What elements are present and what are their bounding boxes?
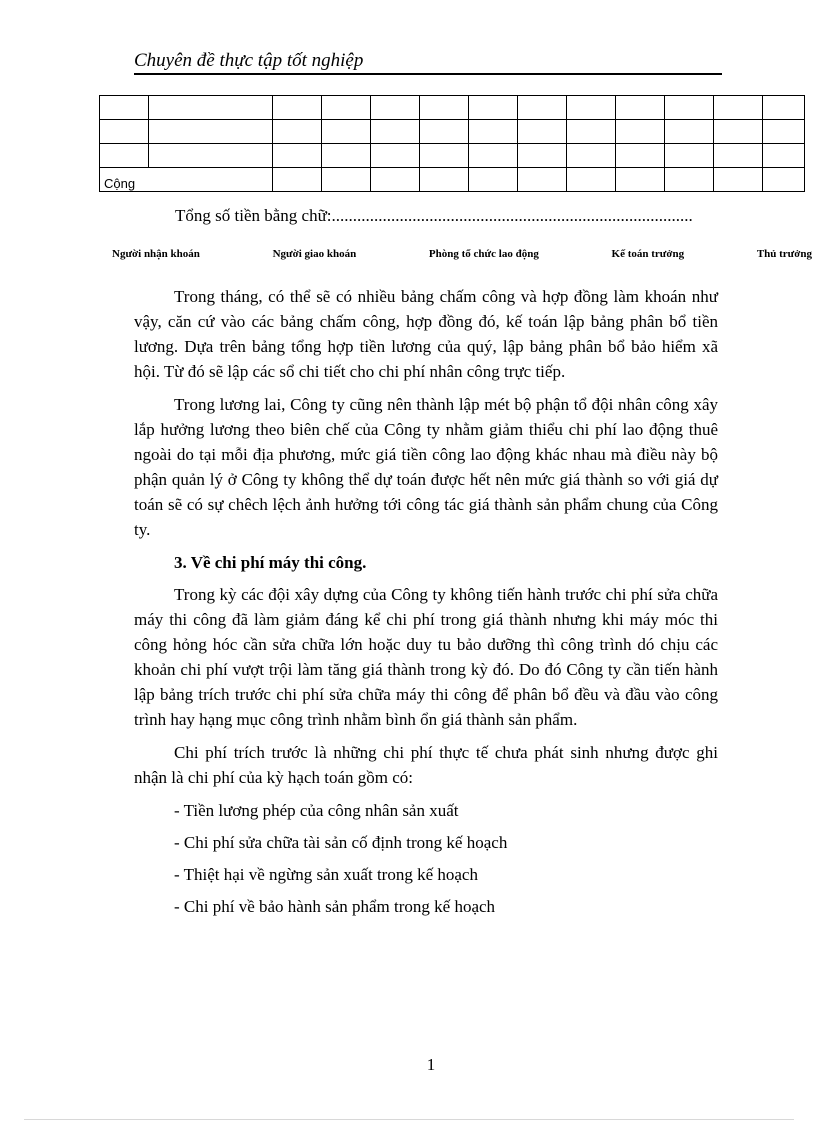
table-cell (616, 96, 665, 120)
table-cell (665, 96, 714, 120)
table-cell (518, 96, 567, 120)
table-cell (518, 168, 567, 192)
list-item: - Thiệt hại về ngừng sản xuất trong kế hoạch (174, 865, 478, 884)
table-cell (763, 144, 805, 168)
signature-director: Thủ trưởng (756, 248, 812, 260)
paragraph: Trong tháng, có thể sẽ có nhiều bảng chấm công và hợp đồng làm khoán như vậy, căn cứ vào các bảng chấm công, hợp đồng đó, kế toán lập bảng phân bổ tiền lương. Dựa trên bảng tổng hợp tiền lương của quý, lập bảng phân bổ bảo hiểm xã hội. Từ đó sẽ lập các sổ chi tiết cho chi phí nhân công trực tiếp. (134, 287, 718, 381)
table-cell (518, 144, 567, 168)
table-cell (665, 144, 714, 168)
table-row (100, 144, 805, 168)
section-heading: 3. Về chi phí máy thi công. (174, 553, 367, 572)
table-cell (420, 168, 469, 192)
table-cell (322, 168, 371, 192)
table-row (100, 96, 805, 120)
list-item: - Chi phí sửa chữa tài sản cố định trong kế hoạch (174, 833, 508, 852)
table-cell (273, 120, 322, 144)
table-cell (322, 96, 371, 120)
table-cell (149, 96, 273, 120)
table-total-row (100, 168, 805, 192)
table-cell (149, 144, 273, 168)
signature-chief-accountant: Kế toán trưởng (611, 248, 685, 260)
table-cell (665, 168, 714, 192)
table-cell (420, 96, 469, 120)
table-cell (100, 120, 149, 144)
table-cell (420, 144, 469, 168)
table-cell (567, 168, 616, 192)
paragraph: Chi phí trích trước là những chi phí thực tế chưa phát sinh nhưng được ghi nhận là chi phí của kỳ hạch toán gồm có: (134, 743, 718, 787)
page-number: 1 (426, 1055, 436, 1074)
table-cell (371, 96, 420, 120)
table-cell (149, 120, 273, 144)
table-cell (420, 120, 469, 144)
header-title: Chuyên đề thực tập tốt nghiệp (134, 50, 722, 75)
table-cell (371, 168, 420, 192)
table-cell (665, 120, 714, 144)
table-cell (616, 120, 665, 144)
signature-row (112, 248, 812, 260)
table-cell (567, 96, 616, 120)
table-cell (469, 96, 518, 120)
table-cell (616, 144, 665, 168)
table-cell (567, 144, 616, 168)
amount-in-words: Tổng số tiền bằng chữ:..................................................................................... (175, 206, 693, 225)
table-cell (371, 120, 420, 144)
table-cell (100, 144, 149, 168)
table-cell (714, 96, 763, 120)
list-item: - Chi phí về bảo hành sản phẩm trong kế hoạch (174, 897, 496, 916)
table-cell (518, 120, 567, 144)
table-cell (469, 144, 518, 168)
payroll-table (99, 95, 805, 192)
table-cell (714, 120, 763, 144)
table-cell (322, 120, 371, 144)
signature-labor-dept: Phòng tổ chức lao động (428, 248, 539, 260)
paragraph: Trong kỳ các đội xây dựng của Công ty không tiến hành trước chi phí sửa chữa máy thi công đã làm giảm đáng kể chi phí trong giá thành nhưng khi máy móc thi công hỏng hóc cần sửa chữa lớn hoặc duy tu bảo dưỡng thì công trình dó chịu các khoản chi phí vượt trội làm tăng giá thành trong kỳ đó. Do đó Công ty cần tiến hành lập bảng trích trước chi phí sửa chữa máy thi công để phân bổ đều và đầu vào công trình hay hạng mục công trình nhằm bình ổn giá thành sản phẩm. (134, 585, 718, 729)
signature-recipient: Người nhận khoán (112, 248, 200, 260)
table-cell (763, 120, 805, 144)
total-label: Cộng (100, 168, 273, 192)
table-cell (616, 168, 665, 192)
table-cell (273, 168, 322, 192)
list-item: - Tiền lương phép của công nhân sản xuất (174, 801, 459, 820)
table-cell (371, 144, 420, 168)
table-row (100, 120, 805, 144)
table-cell (763, 96, 805, 120)
table-cell (469, 168, 518, 192)
table-cell (322, 144, 371, 168)
table-cell (100, 96, 149, 120)
table-cell (469, 120, 518, 144)
signature-assigner: Người giao khoán (272, 248, 357, 260)
footer-divider (24, 1119, 794, 1120)
table-cell (714, 144, 763, 168)
table-cell (273, 96, 322, 120)
table-cell (763, 168, 805, 192)
table-cell (273, 144, 322, 168)
table-cell (567, 120, 616, 144)
table-cell (714, 168, 763, 192)
paragraph: Trong lương lai, Công ty cũng nên thành lập mét bộ phận tổ đội nhân công xây lắp hưởng lương theo biên chế của Công ty nhằm giảm thiểu chi phí lao động thuê ngoài do tại mỗi địa phương, mức giá tiền công lao động khác nhau mà điều này bộ phận quản lý ở Công ty không thể dự toán được hết nên mức giá thành so với giá dự toán sẽ có sự chêch lệch ảnh hưởng tới công tác giá thành sản phẩm chung của Công ty. (134, 395, 718, 539)
body-text (134, 284, 718, 926)
